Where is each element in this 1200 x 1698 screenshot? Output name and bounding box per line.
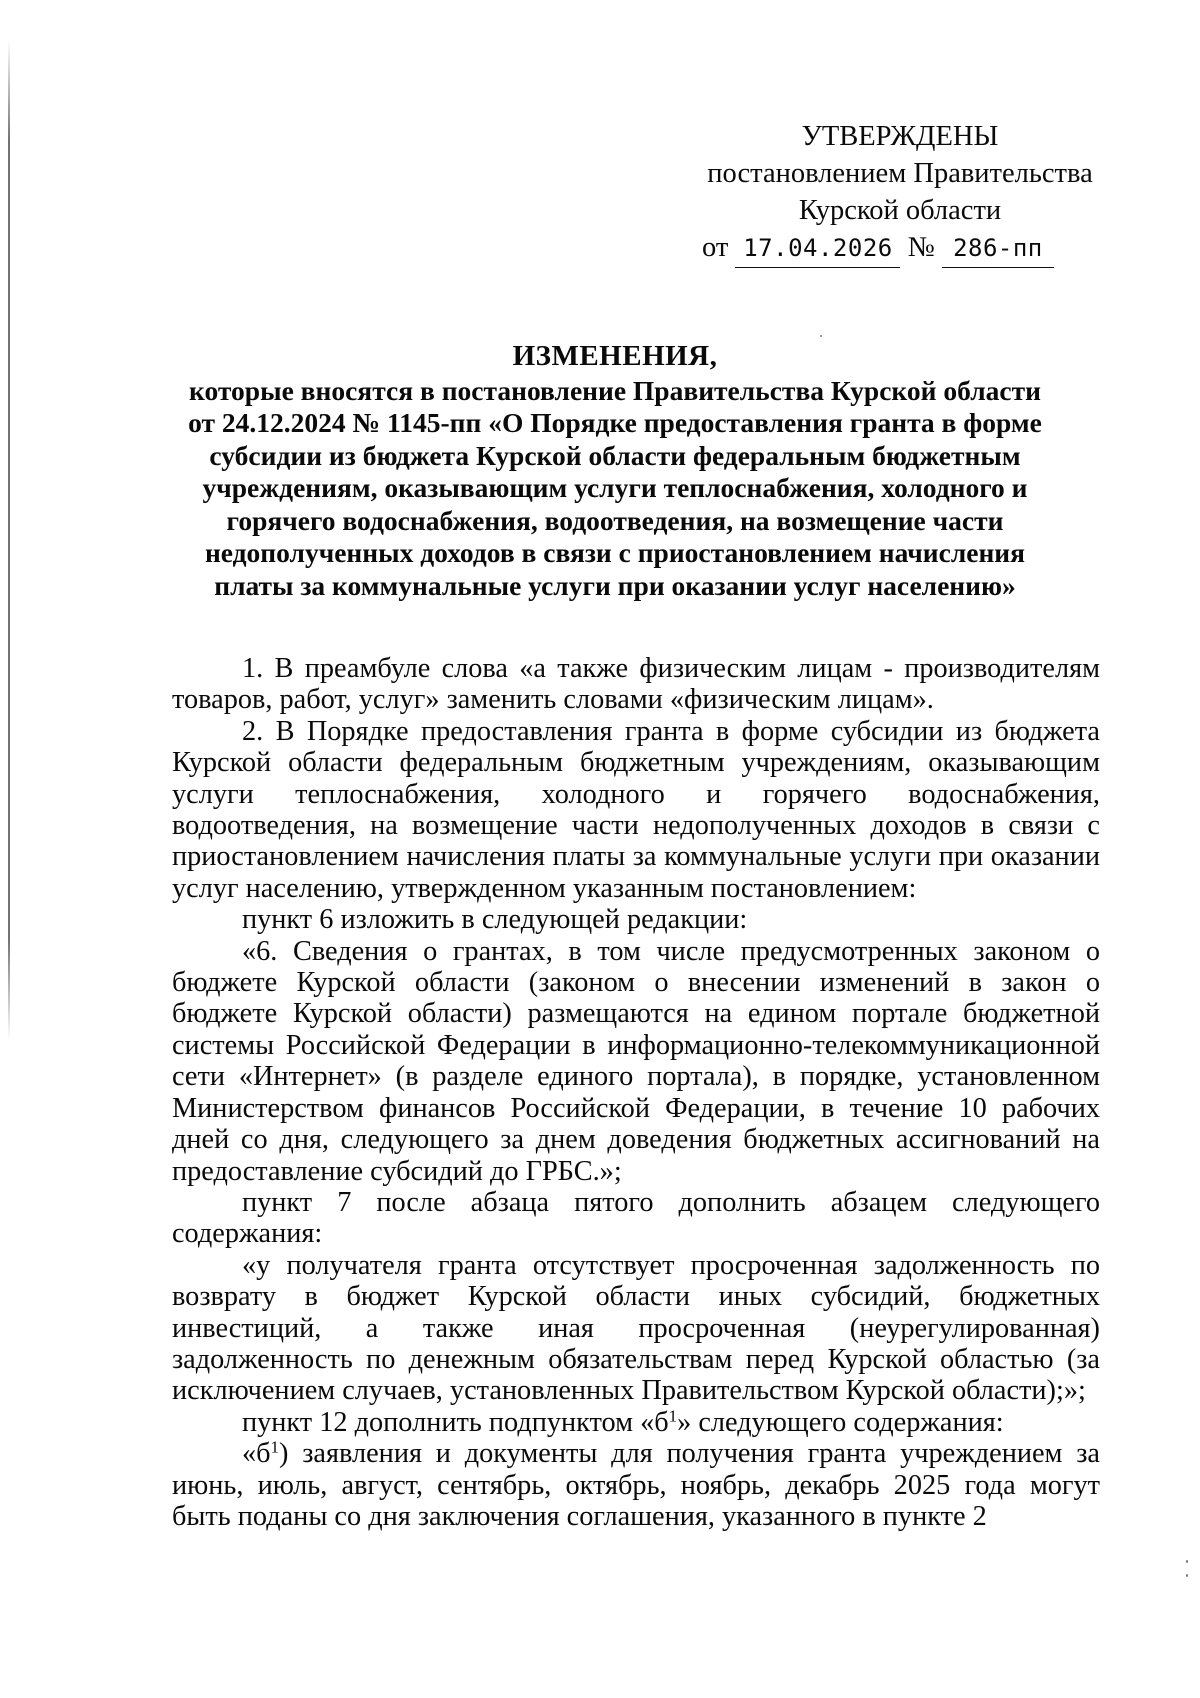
decree-number: 286-пп xyxy=(942,230,1054,268)
title-line: учреждениям, оказывающим услуги теплоснабжения, холодного и xyxy=(202,472,1028,503)
approval-line-1: постановлением Правительства xyxy=(707,158,1093,189)
title-line: которые вносятся в постановление Правительства Курской области xyxy=(189,374,1041,406)
superscript: 1 xyxy=(270,1437,280,1457)
approval-date-row xyxy=(690,229,1110,268)
paragraph-8-text: «б xyxy=(242,1438,271,1470)
paragraph-3: пункт 6 изложить в следующей редакции: xyxy=(242,904,748,936)
title-heading: ИЗМЕНЕНИЯ, xyxy=(512,340,718,372)
title-line: от 24.12.2024 № 1145-пп «О Порядке предоставления гранта в форме xyxy=(188,407,1042,438)
superscript: 1 xyxy=(668,1406,678,1426)
scan-speck xyxy=(820,335,822,337)
number-sign: № xyxy=(907,232,935,263)
scan-edge-line xyxy=(8,40,10,1040)
scan-speck xyxy=(1186,1574,1188,1577)
title-line: платы за коммунальные услуги при оказании услуг населению» xyxy=(214,569,1016,601)
paragraph-7-text: пункт 12 дополнить подпунктом «б xyxy=(242,1406,669,1438)
paragraph-8 xyxy=(172,1438,1100,1532)
approval-stamp-block xyxy=(690,118,1110,268)
paragraph-7-text-end: » следующего содержания: xyxy=(677,1406,1004,1438)
approval-title: УТВЕРЖДЕНЫ xyxy=(801,121,999,152)
paragraph-4: «6. Сведения о грантах, в том числе предусмотренных законом о бюджете Курской области (законом о внесении изменений в закон о бюджете Курской области) размещаются на едином портале бюджетной системы Российской Федерации в информационно-телекоммуникационной сети «Интернет» (в разделе единого портала), в порядке, установленном Министерством финансов Российской Федерации, в течение 10 рабочих дней со дня, следующего за днем доведения бюджетных ассигнований на предоставление субсидий до ГРБС.»; xyxy=(172,935,1100,1187)
title-line: недополученных доходов в связи с приостановлением начисления xyxy=(204,537,1026,568)
paragraph-5: пункт 7 после абзаца пятого дополнить абзацем следующего содержания: xyxy=(172,1186,1100,1250)
approval-line-2: Курской области xyxy=(798,195,1002,226)
paragraph-1: 1. В преамбуле слова «а также физическим лицам - производителям товаров, работ, услуг» заменить словами «физическим лицам». xyxy=(172,653,1100,716)
paragraph-6: «у получателя гранта отсутствует просроченная задолженность по возврату в бюджет Курской области иных субсидий, бюджетных инвестиций, а также иная просроченная (неурегулированная) задолженность по денежным обязательствам перед Курской областью (за исключением случаев, установленных Правительством Курской области);»; xyxy=(172,1249,1100,1407)
decree-date: 17.04.2026 xyxy=(735,230,900,268)
paragraph-8-text-end: ) заявления и документы для получения гранта учреждением за июнь, июль, август, сентябрь, октябрь, ноябрь, декабрь 2025 года могут быть поданы со дня заключения соглашения, указанного в пункте 2 xyxy=(172,1438,1100,1532)
title-line: горячего водоснабжения, водоотведения, на возмещение части xyxy=(226,504,1004,536)
document-title xyxy=(150,340,1080,602)
title-line: субсидии из бюджета Курской области федеральным бюджетным xyxy=(209,439,1021,471)
paragraph-2: 2. В Порядке предоставления гранта в форме субсидии из бюджета Курской области федеральным бюджетным учреждениям, оказывающим услуги теплоснабжения, холодного и горячего водоснабжения, водоотведения, на возмещение части недополученных доходов в связи с приостановлением начисления платы за коммунальные услуги при оказании услуг населению, утвержденном указанным постановлением: xyxy=(172,715,1100,904)
paragraph-7 xyxy=(172,1407,1100,1438)
scan-speck xyxy=(1186,1560,1188,1563)
document-body xyxy=(172,653,1100,1532)
date-prefix: от xyxy=(702,232,729,263)
